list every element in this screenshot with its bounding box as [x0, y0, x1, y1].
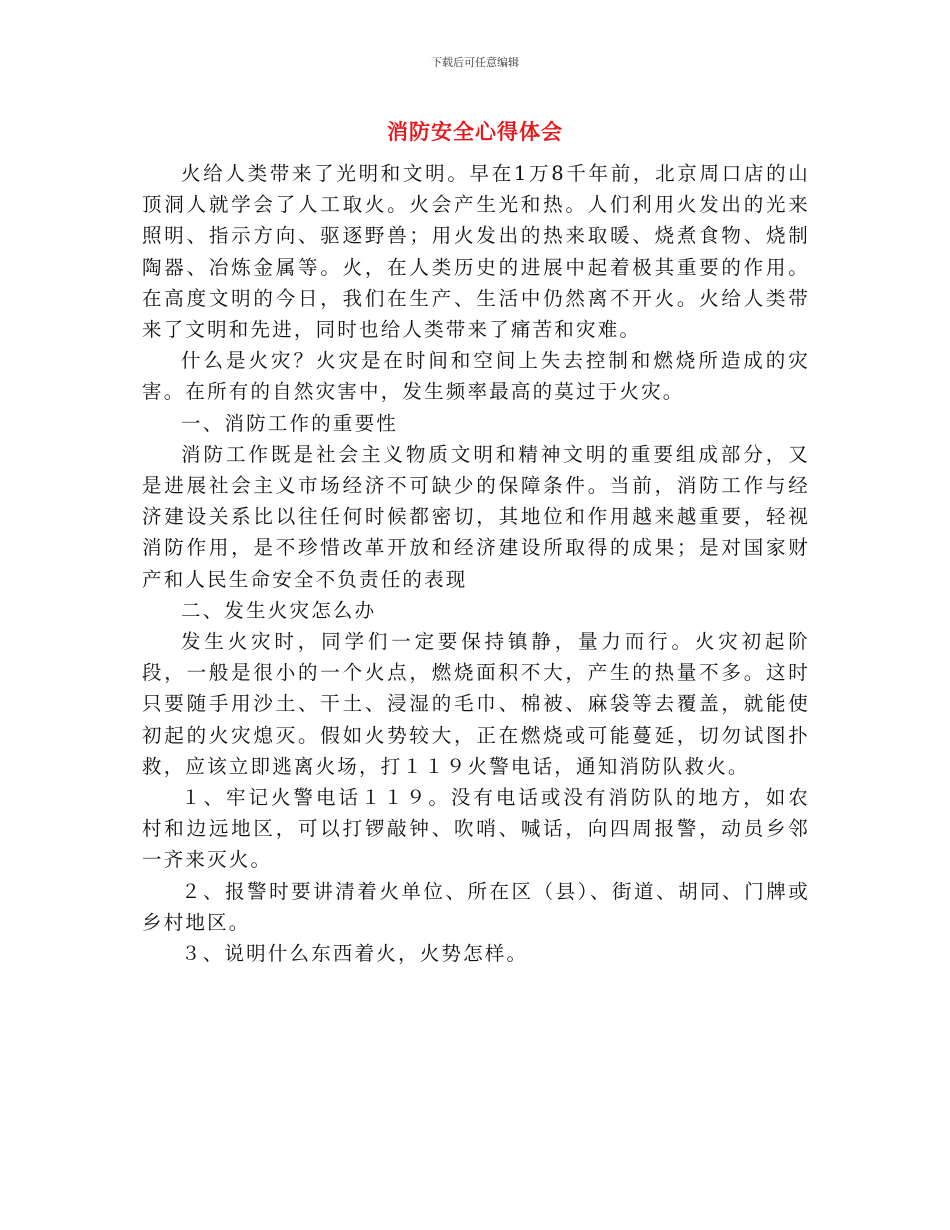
list-item-remember-119: １、牢记火警电话１１９。没有电话或没有消防队的地方，如农村和边远地区，可以打锣敲钟、吹哨、喊话，向四周报警，动员乡邻一齐来灭火。: [142, 786, 810, 872]
paragraph-fire-work-importance: 消防工作既是社会主义物质文明和精神文明的重要组成部分，又是进展社会主义市场经济不可缺少的保障条件。当前，消防工作与经济建设关系比以往任何时候都密切，其地位和作用越来越重要，轻视消防作用，是不珍惜改革开放和经济建设所取得的成果；是对国家财产和人民生命安全不负责任的表现: [142, 442, 810, 591]
paragraph-what-is-fire-disaster: 什么是火灾？火灾是在时间和空间上失去控制和燃烧所造成的灾害。在所有的自然灾害中，发生频率最高的莫过于火灾。: [142, 349, 810, 404]
list-item-report-location: ２、报警时要讲清着火单位、所在区（县）、街道、胡同、门牌或乡村地区。: [142, 879, 810, 934]
document-title: 消防安全心得体会: [387, 120, 563, 144]
section-heading-importance: 一、消防工作的重要性: [181, 411, 399, 435]
document-body: [142, 158, 810, 969]
section-heading-what-to-do: 二、发生火灾怎么办: [181, 598, 377, 622]
paragraph-when-fire-occurs: 发生火灾时，同学们一定要保持镇静，量力而行。火灾初起阶段，一般是很小的一个火点，燃烧面积不大，产生的热量不多。这时只要随手用沙土、干土、浸湿的毛巾、棉被、麻袋等去覆盖，就能使初起的火灾熄灭。假如火势较大，正在燃烧或可能蔓延，切勿试图扑救，应该立即逃离火场，打１１９火警电话，通知消防队救火。: [142, 630, 810, 778]
page-header-note: 下载后可任意编辑: [431, 56, 519, 69]
list-item-describe-fire: ３、说明什么东西着火，火势怎样。: [181, 942, 529, 966]
paragraph-fire-history: 火给人类带来了光明和文明。早在1万8千年前，北京周口店的山顶洞人就学会了人工取火。火会产生光和热。人们利用火发出的光来照明、指示方向、驱逐野兽；用火发出的热来取暖、烧煮食物、烧制陶器、冶炼金属等。火，在人类历史的进展中起着极其重要的作用。在高度文明的今日，我们在生产、生活中仍然离不开火。火给人类带来了文明和先进，同时也给人类带来了痛苦和灾难。: [142, 162, 810, 342]
